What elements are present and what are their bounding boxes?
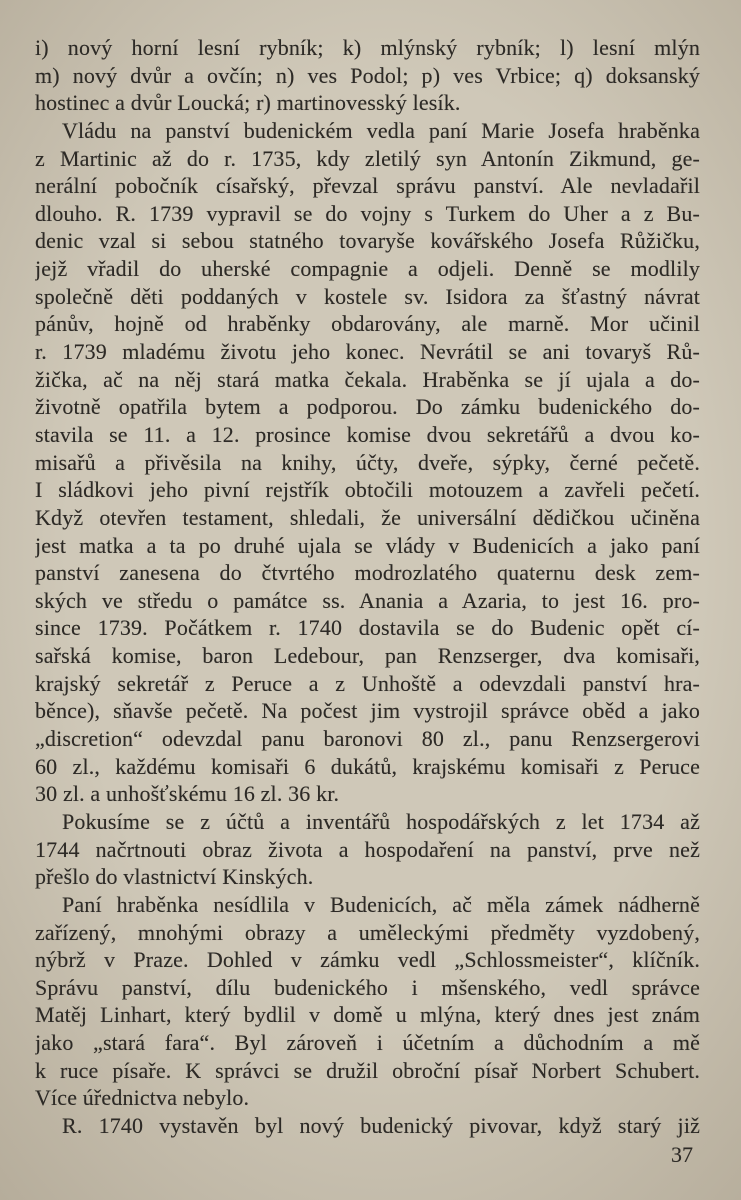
paragraph [35, 1112, 700, 1140]
text-line: k ruce písaře. K správci se družil obroční písař Norbert Schubert. [35, 1057, 700, 1083]
text-line: krajský sekretář z Peruce a z Unhoště a odevzdali panství hra- [35, 670, 700, 696]
paragraph [35, 34, 700, 117]
text-line: Více úřednictva nebylo. [35, 1085, 250, 1111]
text-line: Matěj Linhart, který bydlil v domě u mlýna, který dnes jest znám [35, 1002, 700, 1028]
text-line: pánův, hojně od hraběnky obdarovány, ale marně. Mor učinil [35, 311, 700, 337]
text-line: sařská komise, baron Ledebour, pan Renzserger, dva komisaři, [35, 643, 700, 669]
text-line: 60 zl., každému komisaři 6 dukátů, krajskému komisaři z Peruce [35, 753, 700, 779]
text-line: dlouho. R. 1739 vypravil se do vojny s Turkem do Uher a z Bu- [35, 200, 700, 226]
paragraph [35, 117, 700, 808]
text-line: since 1739. Počátkem r. 1740 dostavila se do Budenic opět cí- [35, 615, 700, 641]
text-line: R. 1740 vystavěn byl nový budenický pivovar, když starý již [62, 1112, 700, 1138]
text-line: Pokusíme se z účtů a inventářů hospodářských z let 1734 až [62, 808, 700, 834]
text-line: jako „stará fara“. Byl zároveň i účetním a důchodním a mě [35, 1030, 700, 1056]
text-line: denic vzal si sebou statného tovaryše kovářského Josefa Růžičku, [35, 228, 700, 254]
text-line: r. 1739 mladému životu jeho konec. Nevrátil se ani tovaryš Rů- [35, 339, 700, 365]
text-line: i) nový horní lesní rybník; k) mlýnský rybník; l) lesní mlýn [35, 35, 700, 60]
text-line: „discretion“ odevzdal panu baronovi 80 zl., panu Renzsergerovi [35, 726, 700, 752]
text-line: běnce), sňavše pečetě. Na počest jim vystrojil správce oběd a jako [35, 698, 700, 724]
paragraph [35, 808, 700, 891]
page-number: 37 [671, 1142, 693, 1167]
text-line: přešlo do vlastnictví Kinských. [35, 864, 314, 890]
text-line: misařů a přivěsila na knihy, účty, dveře, sýpky, černé pečetě. [35, 449, 700, 475]
text-line: ských ve středu o památce ss. Anania a Azaria, to jest 16. pro- [35, 587, 700, 613]
text-line: Vládu na panství budenickém vedla paní Marie Josefa hraběnka [62, 117, 700, 143]
text-line: z Martinic až do r. 1735, kdy zletilý syn Antonín Zikmund, ge- [35, 145, 700, 171]
paragraph [35, 891, 700, 1112]
text-line: zařízený, mnohými obrazy a uměleckými předměty vyzdobený, [35, 919, 700, 945]
body-text [35, 34, 700, 1140]
text-line: panství zanesena do čtvrtého modrozlatého quaternu desk zem- [35, 560, 700, 586]
text-line: životně opatřila bytem a podporou. Do zámku budenického do- [35, 394, 700, 420]
text-line: 1744 načrtnouti obraz života a hospodaření na panství, prve než [35, 836, 700, 862]
text-line: jest matka a ta po druhé ujala se vlády v Budenicích a jako paní [35, 532, 700, 558]
text-line: hostinec a dvůr Loucká; r) martinovesský lesík. [35, 90, 461, 116]
text-line: společně děti poddaných v kostele sv. Isidora za šťastný návrat [35, 283, 700, 309]
text-line: nerální pobočník císařský, převzal správu panství. Ale nevladařil [35, 173, 700, 199]
text-line: Paní hraběnka nesídlila v Budenicích, ač měla zámek nádherně [62, 891, 700, 917]
text-line: 30 zl. a unhošťskému 16 zl. 36 kr. [35, 781, 340, 807]
text-line: m) nový dvůr a ovčín; n) ves Podol; p) ves Vrbice; q) doksanský [35, 62, 700, 88]
text-line: nýbrž v Praze. Dohled v zámku vedl „Schlossmeister“, klíčník. [35, 947, 700, 973]
text-line: I sládkovi jeho pivní rejstřík obtočili motouzem a zavřeli pečetí. [35, 477, 700, 503]
text-line: jejž vřadil do uherské compagnie a odjeli. Denně se modlily [35, 256, 700, 282]
text-line: Když otevřen testament, shledali, že universální dědičkou učiněna [35, 504, 700, 530]
text-line: Správu panství, dílu budenického i mšenského, vedl správce [35, 974, 700, 1000]
text-line: žička, ač na něj stará matka čekala. Hraběnka se jí ujala a do- [35, 366, 700, 392]
text-line: stavila se 11. a 12. prosince komise dvou sekretářů a dvou ko- [35, 421, 700, 447]
